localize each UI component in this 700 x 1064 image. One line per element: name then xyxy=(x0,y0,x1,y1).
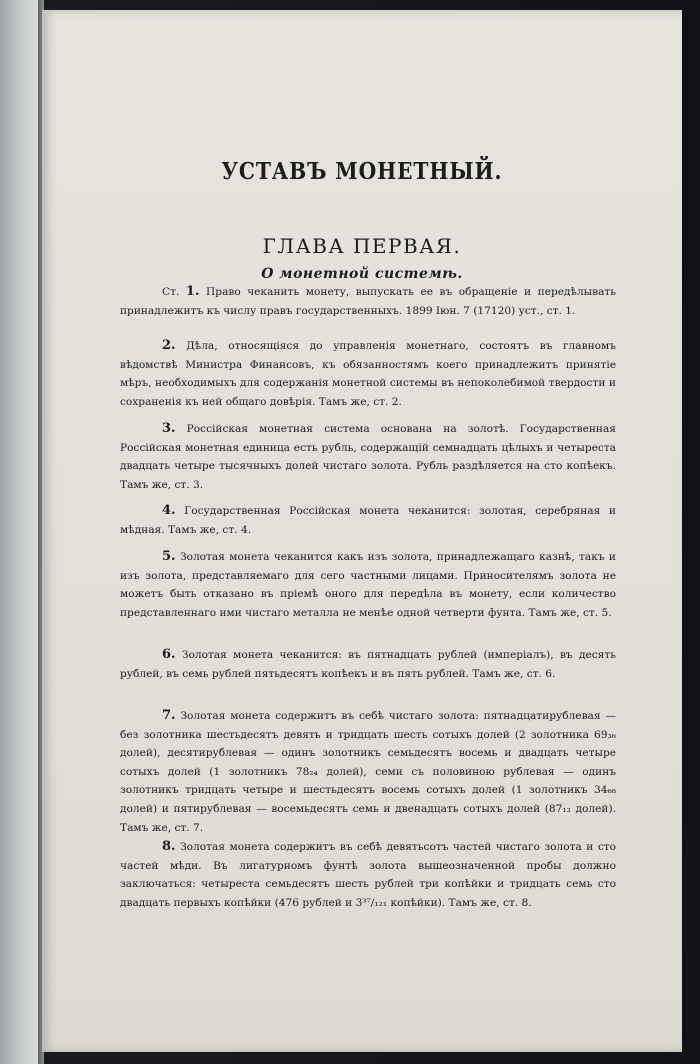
article-6 xyxy=(120,646,616,683)
article-number: 7. xyxy=(162,708,176,723)
article-number: 5. xyxy=(162,549,176,564)
article-text: Золотая монета содержитъ въ себѣ девятьсотъ частей чистаго золота и сто частей мѣди. Въ лигатурномъ фунтѣ золота вышеозначенной пробы должно заключаться: четыреста семьдесятъ шесть рублей три копѣйки и тридцать семь сто двадцать первыхъ копѣйки (476 рублей и 3³⁷/₁₂₁ копѣйки). Тамъ же, ст. 8. xyxy=(120,841,616,909)
article-7 xyxy=(120,707,616,837)
article-number: 2. xyxy=(162,338,176,353)
article-2 xyxy=(120,337,616,411)
section-heading: О монетной системѣ. xyxy=(261,266,463,282)
article-5 xyxy=(120,548,616,622)
chapter-heading: ГЛАВА ПЕРВАЯ. xyxy=(262,234,462,258)
article-text: Дѣла, относящіяся до управленія монетнаго, состоятъ въ главномъ вѣдомствѣ Министра Финансовъ, къ обязанностямъ коего принадлежитъ принятіе мѣръ, необходимыхъ для содержанія монетной системы въ непоколебимой твердости и сохраненія къ ней общаго довѣрія. Тамъ же, ст. 2. xyxy=(120,340,616,408)
article-text: Золотая монета чеканится какъ изъ золота, принадлежащаго казнѣ, такъ и изъ золота, представляемаго для сего частными лицами. Приносителямъ золота не можетъ быть отказано въ пріемѣ оного для передѣла въ монету, если количество представленнаго ими чистаго металла не менѣе одной четверти фунта. Тамъ же, ст. 5. xyxy=(120,551,616,619)
article-text: Государственная Россійская монета чеканится: золотая, серебряная и мѣдная. Тамъ же, ст. 4. xyxy=(120,505,616,536)
article-text: Право чеканить монету, выпускать ее въ обращеніе и передѣлывать принадлежитъ къ числу правъ государственныхъ. 1899 Іюн. 7 (17120) уст., ст. 1. xyxy=(120,286,617,317)
article-lead: Ст. xyxy=(162,286,180,298)
article-number: 1. xyxy=(185,284,200,299)
article-text: Золотая монета содержитъ въ себѣ чистаго золота: пятнадцатирублевая — без золотника шестьдесятъ девять и тридцать шесть сотыхъ долей (2 золотника 69₃₆ долей), десятирублевая — одинъ золотникъ семьдесятъ восемь и двадцать четыре сотыхъ долей (1 золотникъ 78₂₄ долей), семи съ половиною рублевая — одинъ золотникъ тридцать четыре и шестьдесятъ восемь сотыхъ долей (1 золотникъ 34₆₈ долей) и пятирублевая — восемьдесятъ семь и двенадцать сотыхъ долей (87₁₂ долей). Тамъ же, ст. 7. xyxy=(120,710,617,834)
book-page xyxy=(42,10,682,1052)
article-3 xyxy=(120,420,616,494)
left-page-edge xyxy=(0,0,38,1064)
article-4 xyxy=(120,502,616,539)
article-number: 8. xyxy=(162,839,176,854)
article-number: 6. xyxy=(162,647,176,662)
document-title: УСТАВЪ МОНЕТНЫЙ. xyxy=(221,158,503,185)
article-text: Золотая монета чеканится: въ пятнадцать рублей (имперіалъ), въ десять рублей, въ семь рублей пятьдесятъ копѣекъ и въ пять рублей. Тамъ же, ст. 6. xyxy=(120,649,616,680)
article-number: 4. xyxy=(162,503,176,518)
article-number: 3. xyxy=(162,421,176,436)
article-text: Россійская монетная система основана на золотѣ. Государственная Россійская монетная единица есть рубль, содержащій семнадцать цѣлыхъ и четыреста двадцать четыре тысячныхъ долей чистаго золота. Рубль раздѣляется на сто копѣекъ. Тамъ же, ст. 3. xyxy=(120,423,616,491)
article-8 xyxy=(120,838,616,912)
article-1 xyxy=(120,283,616,320)
